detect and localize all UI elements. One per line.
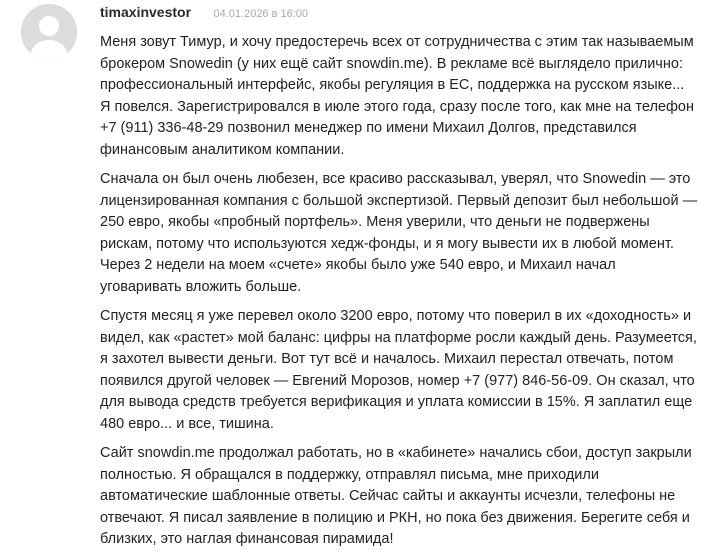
comment-paragraph: Меня зовут Тимур, и хочу предостеречь всех от сотрудничества с этим так называемым брокером Snowedin (у них ещё сайт snowdin.me). В рекламе всё выглядело прилично: профессиональный интерфейс, якобы регуляция в ЕС, поддержка на русском языке... Я повелся. Зарегистрировался в июле этого года, сразу после того, как мне на телефон +7 (911) 336-48-29 позвонил менеджер по имени Михаил Долгов, представился финансовым аналитиком компании.: [100, 34, 694, 158]
default-user-avatar-icon: [21, 4, 77, 60]
comment-date[interactable]: 04.01.2026 в 16:00: [213, 8, 309, 20]
comment-paragraph: Сначала он был очень любезен, все красиво рассказывал, уверял, что Snowedin — это лицензированная компания с большой экспертизой. Первый депозит был небольшой — 250 евро, якобы «пробный портфель». Меня уверили, что деньги не подвержены рискам, потому что используются хедж-фонды, и я могу вывести их в любой момент. Через 2 недели на моем «счете» якобы было уже 540 евро, и Михаил начал уговаривать вложить больше.: [100, 171, 698, 295]
comment-body: [100, 32, 698, 559]
comment-author[interactable]: timaxinvestor: [100, 4, 192, 20]
comment-header: [100, 4, 308, 24]
avatar: [21, 4, 77, 60]
comment-paragraph: Сайт snowdin.me продолжал работать, но в «кабинете» начались сбои, доступ закрыли полностью. Я обращался в поддержку, отправлял письма, мне приходили автоматические шаблонные ответы. Сейчас сайты и аккаунты исчезли, телефоны не отвечают. Я писал заявление в полицию и РКН, но пока без движения. Берегите себя и близких, это наглая финансовая пирамида!: [100, 445, 692, 547]
comment-paragraph: Спустя месяц я уже перевел около 3200 евро, потому что поверил в их «доходность» и видел, как «растет» мой баланс: цифры на платформе росли каждый день. Разумеется, я захотел вывести деньги. Вот тут всё и началось. Михаил перестал отвечать, потом появился другой человек — Евгений Морозов, номер +7 (977) 846-56-09. Он сказал, что для вывода средств требуется верификация и уплата комиссии в 15%. Я заплатил еще 480 евро... и все, тишина.: [100, 308, 697, 432]
